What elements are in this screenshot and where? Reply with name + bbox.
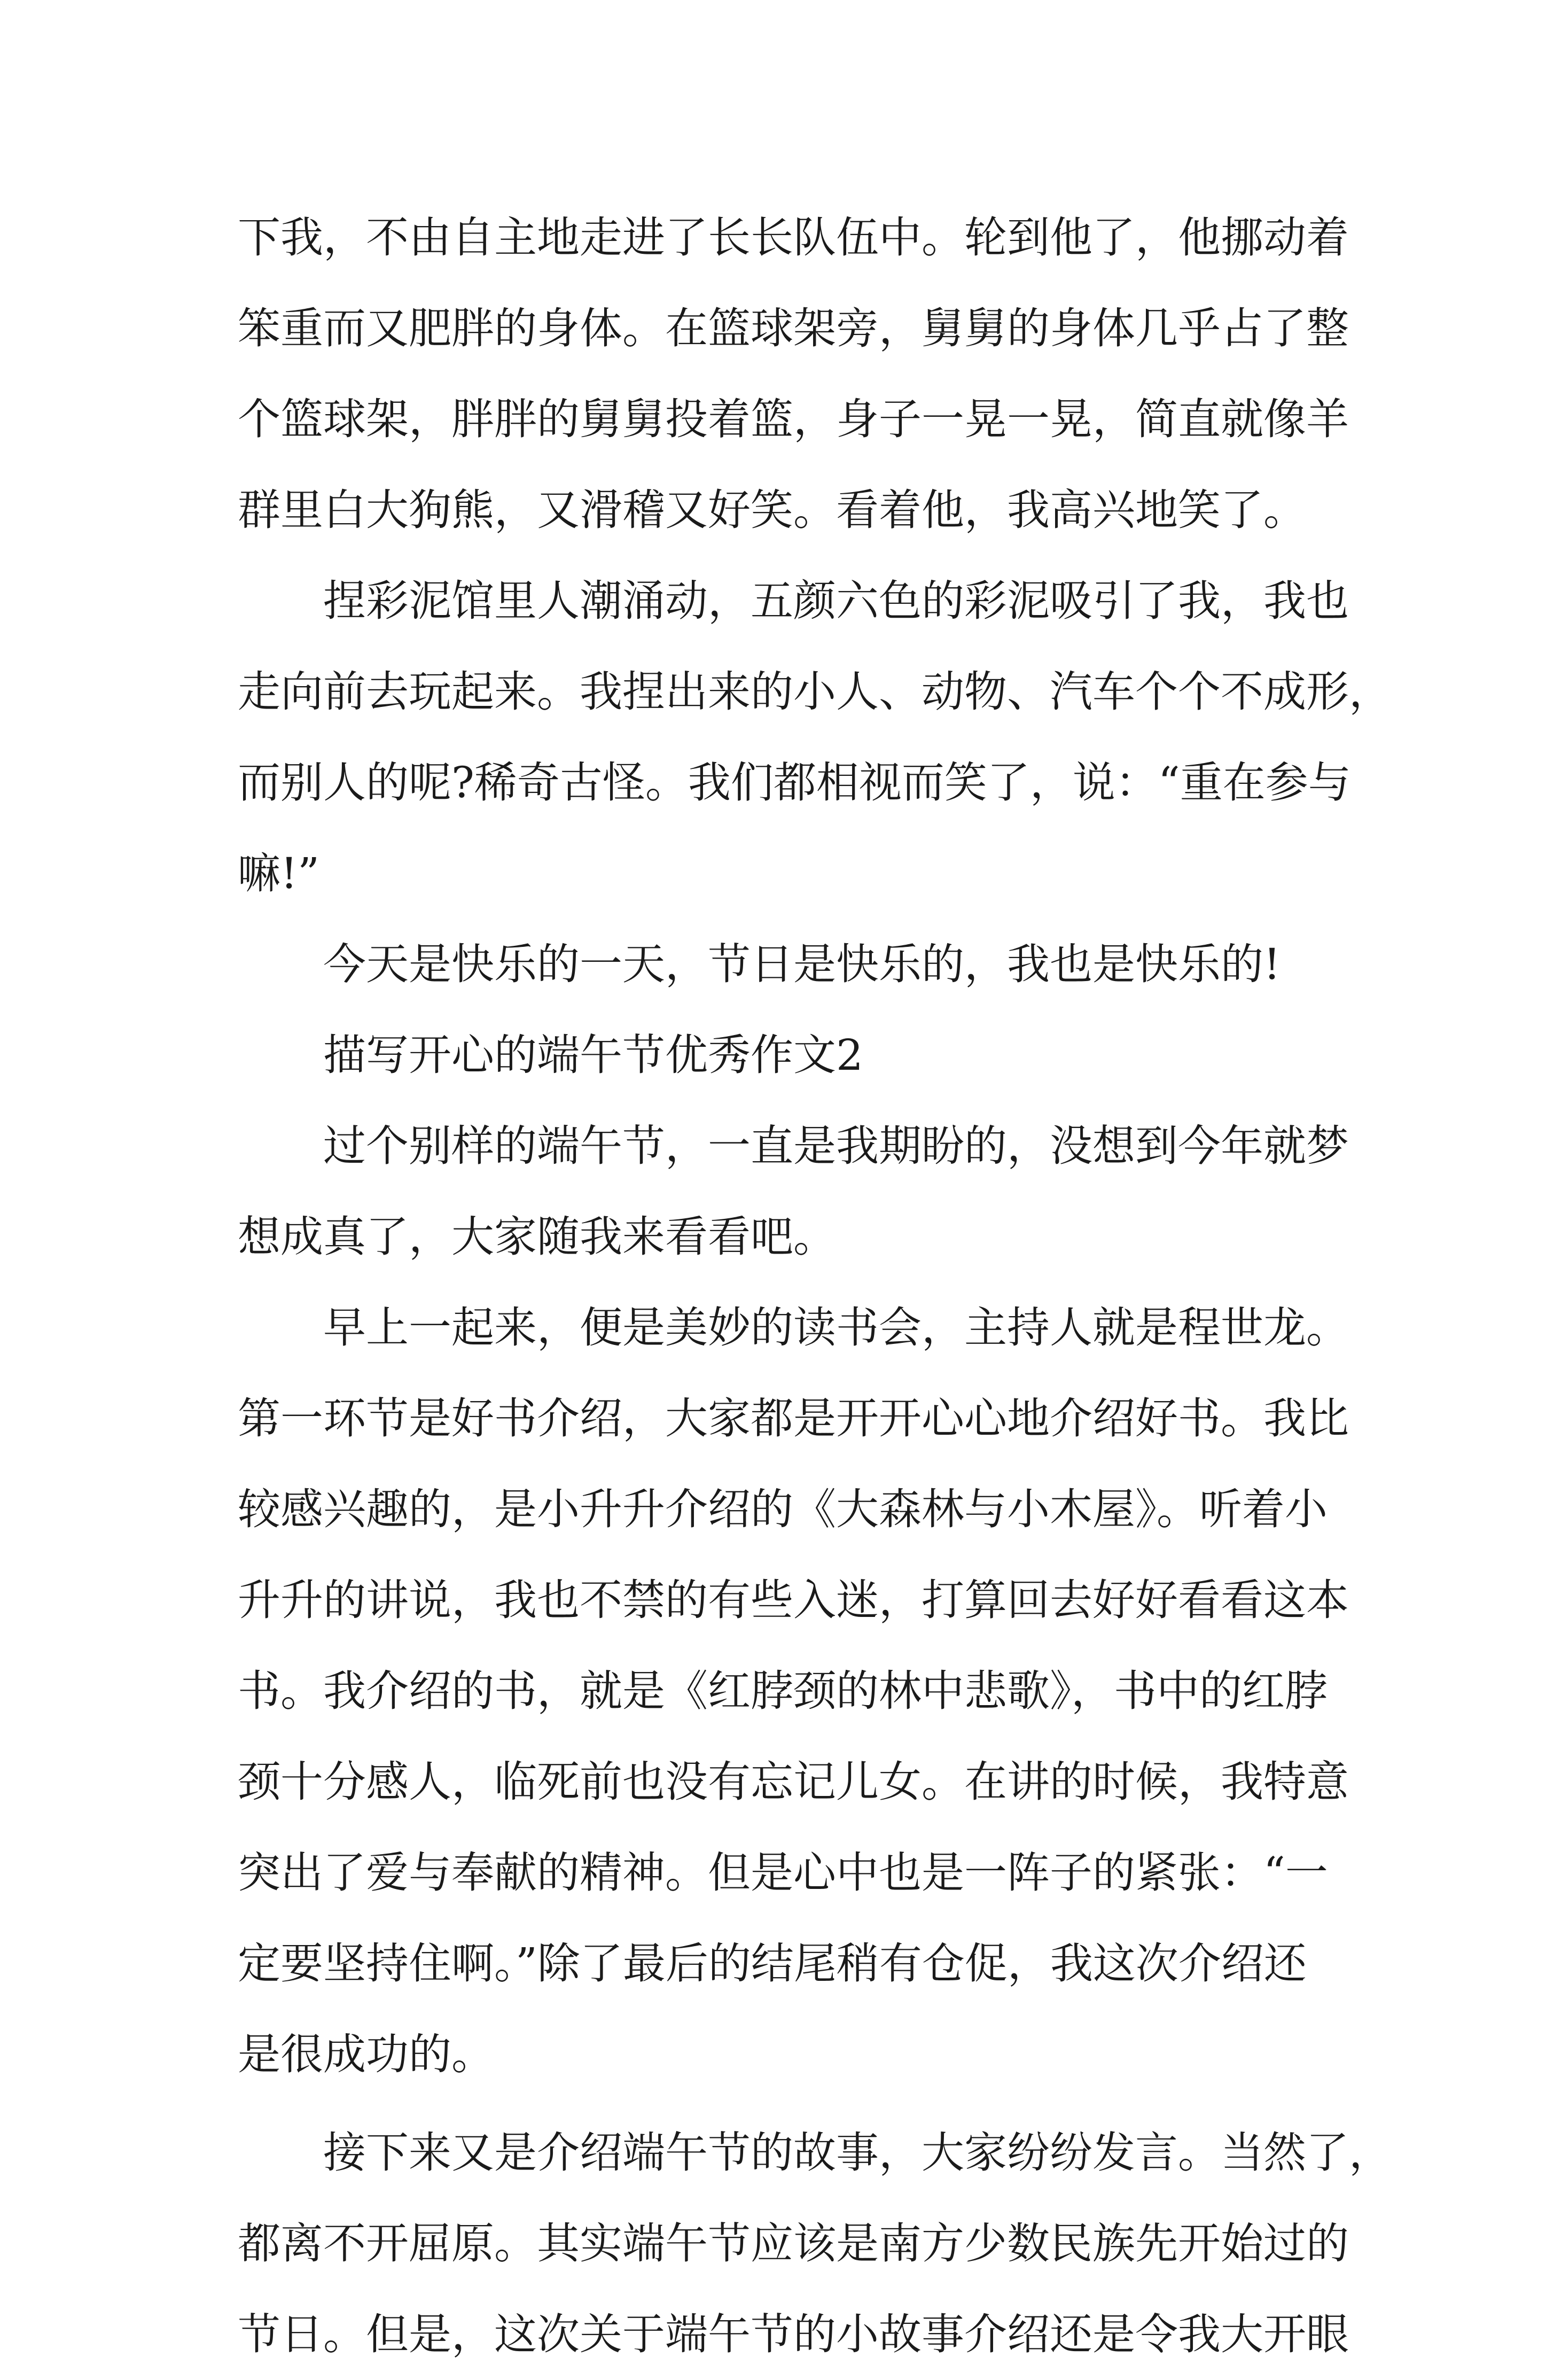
text-line: 第一环节是好书介绍，大家都是开开心心地介绍好书。我比 — [238, 1394, 1349, 1443]
text-line: 嘛!” — [238, 849, 320, 898]
paragraph-start-line: 今天是快乐的一天，节日是快乐的，我也是快乐的! — [323, 939, 1281, 989]
paragraph-start-line: 接下来又是介绍端午节的故事，大家纷纷发言。当然了， — [323, 2128, 1392, 2177]
essay-body — [238, 192, 1392, 2380]
text-line: 颈十分感人，临死前也没有忘记儿女。在讲的时候，我特意 — [238, 1757, 1349, 1807]
text-line: 是很成功的。 — [238, 2029, 494, 2079]
paragraph-start-line: 过个别样的端午节，一直是我期盼的，没想到今年就梦 — [323, 1121, 1349, 1171]
text-line: 较感兴趣的，是小升升介绍的《大森林与小木屋》。听着小 — [238, 1484, 1328, 1534]
text-line: 下我，不由自主地走进了长长队伍中。轮到他了，他挪动着 — [238, 213, 1349, 262]
text-line: 走向前去玩起来。我捏出来的小人、动物、汽车个个不成形， — [238, 667, 1392, 717]
text-line: 升升的讲说，我也不禁的有些入迷，打算回去好好看看这本 — [238, 1575, 1349, 1625]
paragraph-start-line: 早上一起来，便是美妙的读书会，主持人就是程世龙。 — [323, 1303, 1349, 1352]
paragraph-start-line: 捏彩泥馆里人潮涌动，五颜六色的彩泥吸引了我，我也 — [323, 576, 1349, 626]
text-line: 个篮球架，胖胖的舅舅投着篮，身子一晃一晃，简直就像羊 — [238, 394, 1349, 444]
text-line: 笨重而又肥胖的身体。在篮球架旁，舅舅的身体几乎占了整 — [238, 304, 1349, 353]
text-line: 想成真了，大家随我来看看吧。 — [238, 1212, 836, 1262]
text-line: 节日。但是，这次关于端午节的小故事介绍还是令我大开眼 — [238, 2309, 1349, 2359]
section-title: 描写开心的端午节优秀作文2 — [323, 1030, 863, 1080]
text-line: 都离不开屈原。其实端午节应该是南方少数民族先开始过的 — [238, 2219, 1349, 2268]
text-line: 突出了爱与奉献的精神。但是心中也是一阵子的紧张：“一 — [238, 1848, 1328, 1897]
text-line: 而别人的呢?稀奇古怪。我们都相视而笑了，说：“重在参与 — [238, 758, 1351, 807]
text-line: 定要坚持住啊。”除了最后的结尾稍有仓促，我这次介绍还 — [238, 1939, 1307, 1988]
text-line: 书。我介绍的书，就是《红脖颈的林中悲歌》，书中的红脖 — [238, 1666, 1328, 1716]
text-line: 群里白大狗熊，又滑稽又好笑。看着他，我高兴地笑了。 — [238, 485, 1306, 535]
